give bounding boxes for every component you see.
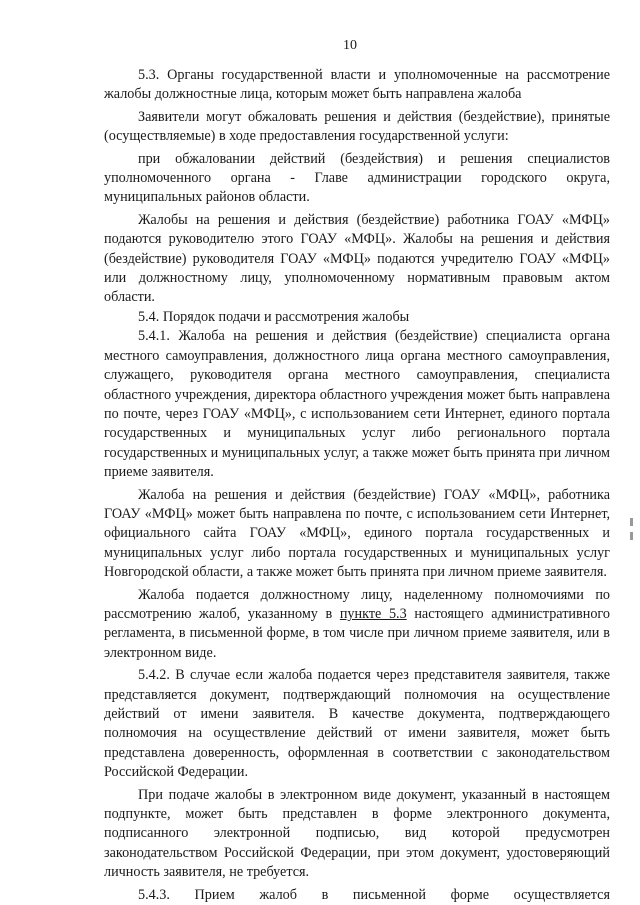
margin-mark bbox=[630, 518, 633, 526]
paragraph-5-4-3: 5.4.3. Прием жалоб в письменной форме осуществляется bbox=[138, 886, 610, 903]
paragraph: При подаче жалобы в электронном виде документ, указанный в настоящем подпункте, может быть представлен в форме электронного документа, подписанного электронной подписью, вид которой предусмотрен законодательством Российской Федерации, при этом документ, удостоверяющий личность заявителя, не требуется. bbox=[104, 786, 610, 881]
page-number: 10 bbox=[343, 38, 357, 53]
text-fragment: настоящего административного регламента, в письменной форме, в том числе при личном приеме заявителя, или в электронном виде. bbox=[104, 605, 610, 661]
paragraph: Жалоба на решения и действия (бездействие) ГОАУ «МФЦ», работника ГОАУ «МФЦ» может быть направлена по почте, с использованием сети Интернет, официального сайта ГОАУ «МФЦ», единого портала государственных и муниципальных услуг либо портала государственных и муниципальных услуг Новгородской области, а также может быть принята при личном приеме заявителя. bbox=[104, 486, 610, 581]
paragraph: при обжаловании действий (бездействия) и решения специалистов уполномоченного органа - Главе администрации городского округа, муниципальных районов области. bbox=[104, 150, 610, 206]
paragraph: Жалобы на решения и действия (бездействие) работника ГОАУ «МФЦ» подаются руководителю этого ГОАУ «МФЦ». Жалобы на решения и действия (бездействие) руководителя ГОАУ «МФЦ» подаются учредителю ГОАУ «МФЦ» или должностному лицу, уполномоченному нормативным правовым актом области. bbox=[104, 211, 610, 306]
paragraph-5-4-1: 5.4.1. Жалоба на решения и действия (бездействие) специалиста органа местного самоуправления, должностного лица органа местного самоуправления, служащего, руководителя органа местного самоуправления, специалиста областного учреждения, директора областного учреждения может быть направлена по почте, через ГОАУ «МФЦ», с использованием сети Интернет, единого портала государственных и муниципальных услуг либо регионального портала государственных и муниципальных услуг, а также может быть принята при личном приеме заявителя. bbox=[104, 328, 610, 481]
section-5-4-heading: 5.4. Порядок подачи и рассмотрения жалобы bbox=[138, 308, 410, 325]
paragraph bbox=[104, 586, 610, 664]
paragraph: Заявители могут обжаловать решения и действия (бездействие), принятые (осуществляемые) в ходе предоставления государственной услуги: bbox=[104, 108, 610, 145]
paragraph-5-3-heading: 5.3. Органы государственной власти и уполномоченные на рассмотрение жалобы должностные лица, которым может быть направлена жалоба bbox=[104, 67, 610, 103]
text-fragment: Жалоба подается должностному лицу, наделенному полномочиями по рассмотрению жалоб, указанному в bbox=[104, 586, 610, 622]
paragraph-5-4-2: 5.4.2. В случае если жалоба подается через представителя заявителя, также представляется документ, подтверждающий полномочия на осуществление действий от имени заявителя. В качестве документа, подтверждающего полномочия на осуществление действий от имени заявителя, может быть представлена доверенность, оформленная в соответствии с законодательством Российской Федерации. bbox=[104, 667, 610, 781]
link-point-5-3[interactable]: пункте 5.3 bbox=[339, 605, 407, 622]
margin-mark bbox=[630, 532, 633, 540]
document-body bbox=[104, 66, 610, 905]
